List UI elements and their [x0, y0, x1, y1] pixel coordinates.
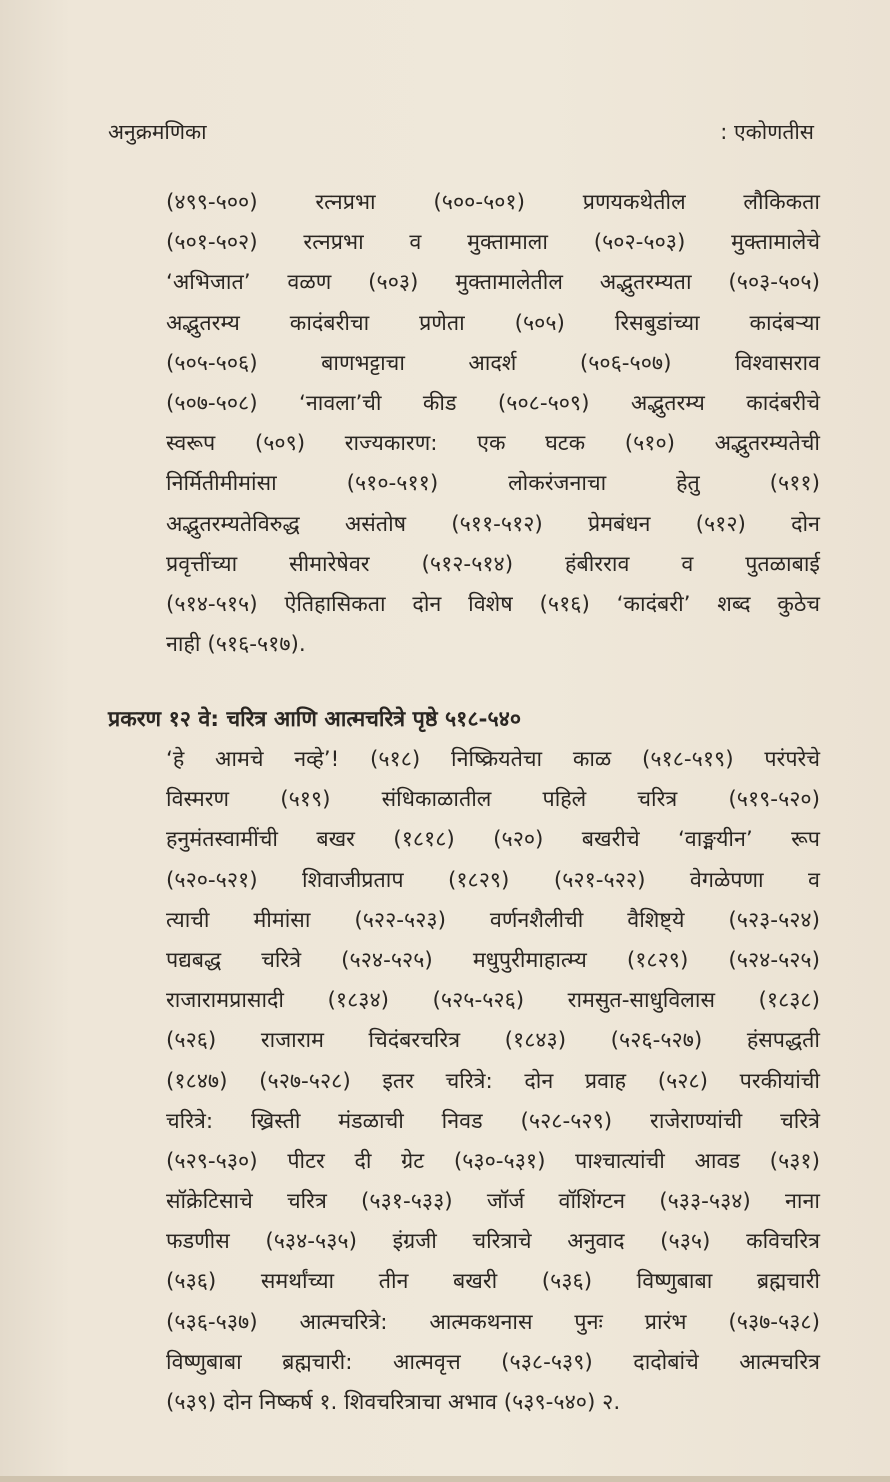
text-line: चरित्रे: ख्रिस्ती मंडळाची निवड (५२८-५२९) राजेराण्यांची चरित्रे [166, 1108, 820, 1134]
text-line: (५०७-५०८) ‘नावला’ची कीड (५०८-५०९) अद्भुतरम्य कादंबरीचे [166, 390, 820, 416]
chapter-heading: प्रकरण १२ वे: चरित्र आणि आत्मचरित्रे पृष्ठे ५१८-५४० [108, 707, 521, 732]
text-line: प्रवृत्तींच्या सीमारेषेवर (५१२-५१४) हंबीरराव व पुतळाबाई [166, 551, 820, 577]
text-line: अद्भुतरम्य कादंबरीचा प्रणेता (५०५) रिसबुडांच्या कादंबऱ्या [166, 310, 820, 336]
text-line: त्याची मीमांसा (५२२-५२३) वर्णनशैलीची वैशिष्ट्ये (५२३-५२४) [166, 907, 820, 933]
text-line: (१८४७) (५२७-५२८) इतर चरित्रे: दोन प्रवाह (५२८) परकीयांची [166, 1068, 820, 1094]
header-page-number: : एकोणतीस [720, 120, 814, 144]
text-line: विष्णुबाबा ब्रह्मचारी: आत्मवृत्त (५३८-५३९) दादोबांचे आत्मचरित्र [166, 1349, 820, 1375]
continuation-paragraph [108, 183, 820, 665]
text-line: सॉक्रेटिसाचे चरित्र (५३१-५३३) जॉर्ज वॉशिंग्टन (५३३-५३४) नाना [166, 1189, 820, 1215]
running-header [108, 118, 814, 158]
text-line: राजारामप्रासादी (१८३४) (५२५-५२६) रामसुत-साधुविलास (१८३८) [166, 988, 820, 1014]
text-line: नाही (५१६-५१७). [166, 632, 306, 658]
section-continuation [108, 183, 820, 665]
text-line: (५२९-५३०) पीटर दी ग्रेट (५३०-५३१) पाश्चात्यांची आवड (५३१) [166, 1148, 820, 1174]
text-line: (५२६) राजाराम चिदंबरचरित्र (१८४३) (५२६-५२७) हंसपद्धती [166, 1028, 820, 1054]
chapter-contents-paragraph [108, 740, 820, 1423]
text-line: फडणीस (५३४-५३५) इंग्रजी चरित्राचे अनुवाद (५३५) कविचरित्र [166, 1229, 820, 1255]
text-line: (५०१-५०२) रत्नप्रभा व मुक्तामाला (५०२-५०३) मुक्तामालेचे [166, 230, 820, 256]
text-line: (५०५-५०६) बाणभट्टाचा आदर्श (५०६-५०७) विश्वासराव [166, 350, 820, 376]
text-line: पद्यबद्ध चरित्रे (५२४-५२५) मधुपुरीमाहात्म्य (१८२९) (५२४-५२५) [166, 947, 820, 973]
text-line: ‘अभिजात’ वळण (५०३) मुक्तामालेतील अद्भुतरम्यता (५०३-५०५) [166, 270, 820, 296]
text-line: स्वरूप (५०९) राज्यकारण: एक घटक (५१०) अद्भुतरम्यतेची [166, 431, 820, 457]
text-line: अद्भुतरम्यतेविरुद्ध असंतोष (५११-५१२) प्रेमबंधन (५१२) दोन [166, 511, 820, 537]
text-line: (५३६) समर्थांच्या तीन बखरी (५३६) विष्णुबाबा ब्रह्मचारी [166, 1269, 820, 1295]
text-line: विस्मरण (५१९) संधिकाळातील पहिले चरित्र (५१९-५२०) [166, 787, 820, 813]
page-bottom-edge [0, 1476, 890, 1482]
text-line: (५३६-५३७) आत्मचरित्रे: आत्मकथनास पुनः प्रारंभ (५३७-५३८) [166, 1309, 820, 1335]
chapter-12-section [108, 700, 820, 1423]
text-line: निर्मितीमीमांसा (५१०-५११) लोकरंजनाचा हेतु (५११) [166, 471, 820, 497]
header-title: अनुक्रमणिका [108, 120, 207, 144]
text-line: (५२०-५२१) शिवाजीप्रताप (१८२९) (५२१-५२२) वेगळेपणा व [166, 867, 820, 893]
text-line: हनुमंतस्वामींची बखर (१८१८) (५२०) बखरीचे ‘वाङ्मयीन’ रूप [166, 827, 820, 853]
text-line: (५१४-५१५) ऐतिहासिकता दोन विशेष (५१६) ‘कादंबरी’ शब्द कुठेच [166, 591, 820, 617]
text-line: (५३९) दोन निष्कर्ष १. शिवचरित्राचा अभाव (५३९-५४०) २. [166, 1390, 621, 1415]
text-line: (४९९-५००) रत्नप्रभा (५००-५०१) प्रणयकथेतील लौकिकता [166, 190, 820, 215]
text-line: ‘हे आमचे नव्हे’! (५१८) निष्क्रियतेचा काळ (५१८-५१९) परंपरेचे [166, 747, 820, 772]
